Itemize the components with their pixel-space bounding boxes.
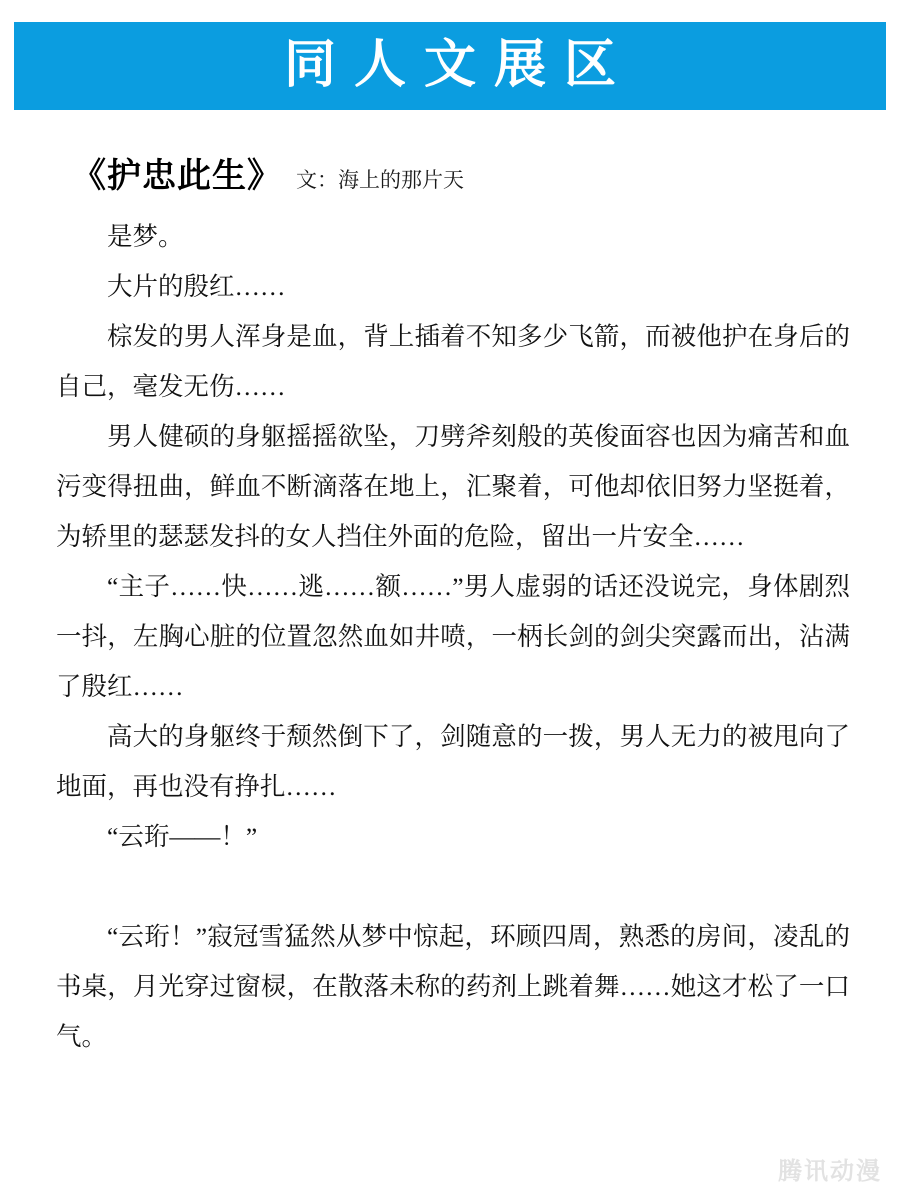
story-paragraph-blank xyxy=(56,862,850,912)
section-banner xyxy=(14,22,886,110)
watermark-label: 腾讯动漫 xyxy=(778,1158,882,1185)
banner-title: 同人文展区 xyxy=(283,37,634,94)
story-paragraph: “云珩！”寂冠雪猛然从梦中惊起，环顾四周，熟悉的房间，凌乱的书桌，月光穿过窗棂，在散落未称的药剂上跳着舞……她这才松了一口气。 xyxy=(56,922,850,1051)
story-paragraph: 是梦。 xyxy=(107,222,184,251)
story-author: 文：海上的那片天 xyxy=(296,168,464,192)
story-paragraph: “主子……快……逃……额……”男人虚弱的话还没说完，身体剧烈一抖，左胸心脏的位置忽然血如井喷，一柄长剑的剑尖突露而出，沾满了殷红…… xyxy=(56,572,850,701)
story-header xyxy=(72,148,464,197)
story-title: 《护忠此生》 xyxy=(72,158,282,195)
story-body xyxy=(56,212,850,1062)
story-paragraph: 男人健硕的身躯摇摇欲坠，刀劈斧刻般的英俊面容也因为痛苦和血污变得扭曲，鲜血不断滴落在地上，汇聚着，可他却依旧努力坚挺着，为轿里的瑟瑟发抖的女人挡住外面的危险，留出一片安全…… xyxy=(56,422,850,551)
story-paragraph: 大片的殷红…… xyxy=(107,272,286,301)
story-paragraph: “云珩——！” xyxy=(107,822,258,851)
story-paragraph: 高大的身躯终于颓然倒下了，剑随意的一拨，男人无力的被甩向了地面，再也没有挣扎…… xyxy=(56,722,850,801)
story-paragraph: 棕发的男人浑身是血，背上插着不知多少飞箭，而被他护在身后的自己，毫发无伤…… xyxy=(56,322,850,401)
